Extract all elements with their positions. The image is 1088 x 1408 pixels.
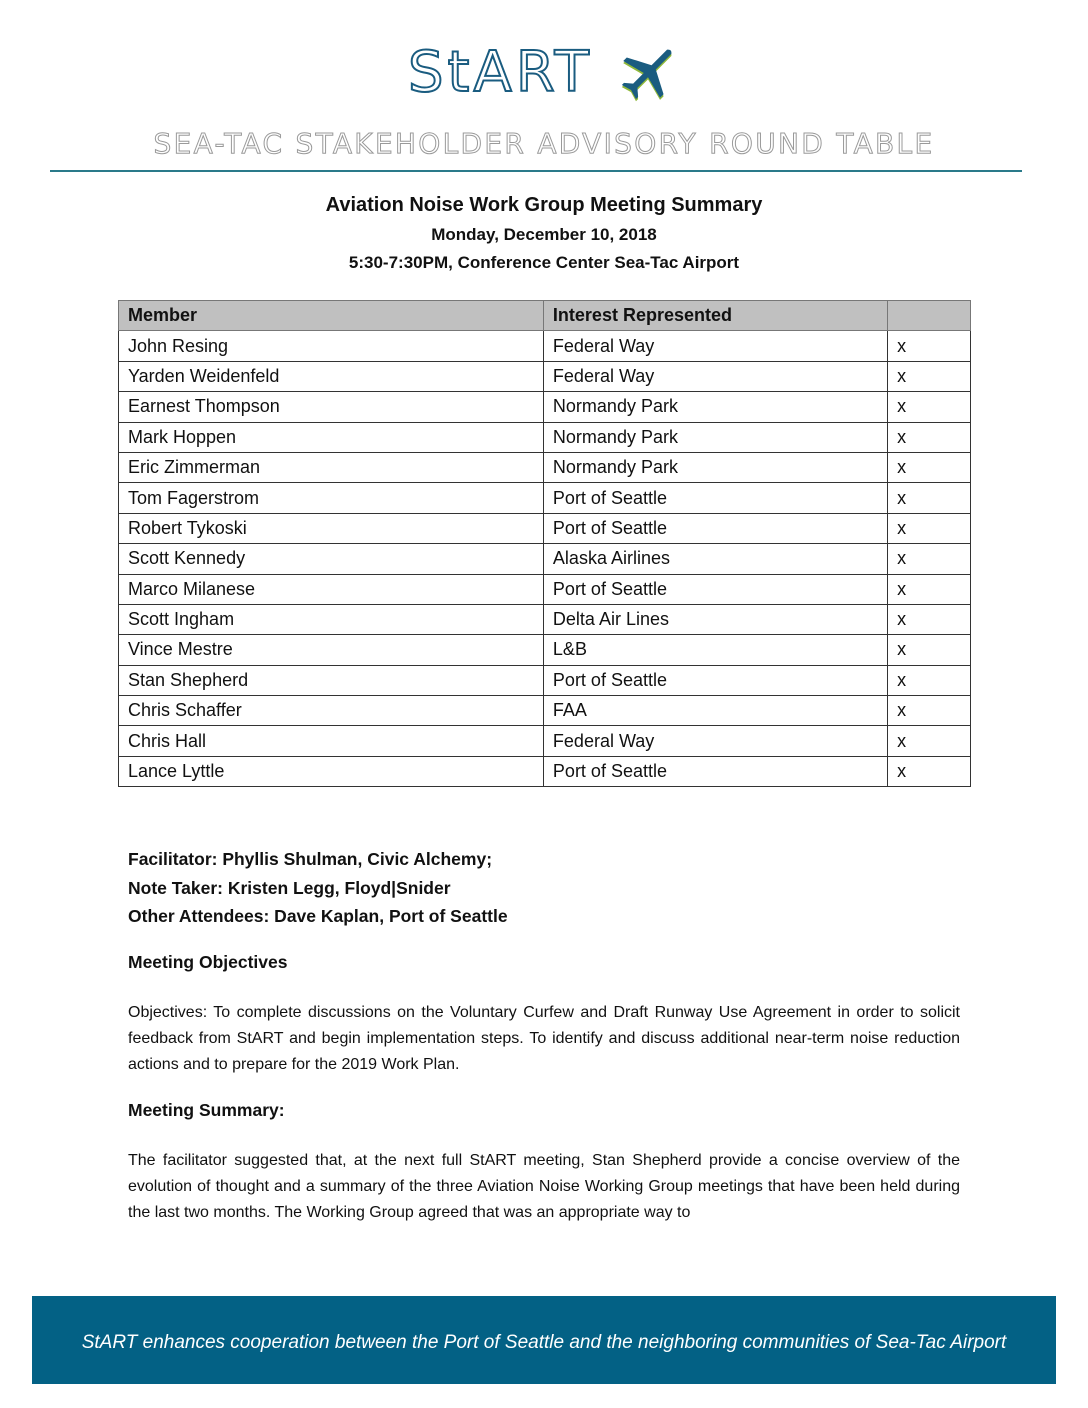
- other-attendees: Other Attendees: Dave Kaplan, Port of Seattle: [128, 906, 508, 926]
- table-row: [119, 331, 971, 361]
- start-logo: [0, 38, 1088, 110]
- interest-represented: Delta Air Lines: [543, 604, 887, 634]
- member-name: Mark Hoppen: [119, 422, 544, 452]
- table-row: [119, 361, 971, 391]
- table-row: [119, 513, 971, 543]
- attendance-mark: x: [888, 422, 971, 452]
- table-row: [119, 696, 971, 726]
- objectives-heading: Meeting Objectives: [128, 952, 288, 972]
- interest-represented: Port of Seattle: [543, 483, 887, 513]
- attendance-mark: x: [888, 452, 971, 482]
- table-header-row: [119, 301, 971, 331]
- member-name: Scott Ingham: [119, 604, 544, 634]
- member-name: Tom Fagerstrom: [119, 483, 544, 513]
- attendance-mark: x: [888, 696, 971, 726]
- interest-represented: Normandy Park: [543, 422, 887, 452]
- interest-represented: Port of Seattle: [543, 665, 887, 695]
- member-name: Eric Zimmerman: [119, 452, 544, 482]
- attendance-mark: x: [888, 604, 971, 634]
- table-row: [119, 665, 971, 695]
- airplane-icon: [612, 42, 680, 104]
- member-name: Stan Shepherd: [119, 665, 544, 695]
- table-row: [119, 574, 971, 604]
- interest-represented: Alaska Airlines: [543, 544, 887, 574]
- interest-represented: Normandy Park: [543, 392, 887, 422]
- note-taker: Note Taker: Kristen Legg, Floyd|Snider: [128, 877, 451, 898]
- attendance-mark: x: [888, 756, 971, 786]
- table-row: [119, 604, 971, 634]
- table-row: [119, 422, 971, 452]
- member-name: Scott Kennedy: [119, 544, 544, 574]
- column-header-interest: Interest Represented: [543, 301, 887, 331]
- attendance-mark: x: [888, 513, 971, 543]
- meeting-date: Monday, December 10, 2018: [431, 225, 657, 244]
- attendees-block: [128, 845, 508, 931]
- logo-text: StART: [408, 40, 593, 105]
- summary-heading: Meeting Summary:: [128, 1100, 285, 1120]
- header-divider: [50, 170, 1022, 172]
- attendance-mark: x: [888, 331, 971, 361]
- interest-represented: Federal Way: [543, 331, 887, 361]
- meeting-time-location: 5:30-7:30PM, Conference Center Sea-Tac Airport: [348, 253, 740, 272]
- members-table-body: [119, 331, 971, 787]
- member-name: Earnest Thompson: [119, 392, 544, 422]
- member-name: Yarden Weidenfeld: [119, 361, 544, 391]
- member-name: Robert Tykoski: [119, 513, 544, 543]
- attendance-mark: x: [888, 665, 971, 695]
- member-name: John Resing: [119, 331, 544, 361]
- attendance-mark: x: [888, 483, 971, 513]
- interest-represented: Federal Way: [543, 726, 887, 756]
- attendance-mark: x: [888, 635, 971, 665]
- member-name: Marco Milanese: [119, 574, 544, 604]
- table-row: [119, 452, 971, 482]
- interest-represented: FAA: [543, 696, 887, 726]
- footer-tagline: StART enhances cooperation between the Port of Seattle and the neighboring communities of Sea-Tac Airport: [81, 1332, 1007, 1353]
- member-name: Chris Hall: [119, 726, 544, 756]
- table-row: [119, 544, 971, 574]
- summary-text: The facilitator suggested that, at the next full StART meeting, Stan Shepherd provide a concise overview of the evolution of thought and a summary of the three Aviation Noise Working Group meetings that have been held during the last two months. The Working Group agreed that was an appropriate way to: [128, 1152, 960, 1221]
- member-name: Vince Mestre: [119, 635, 544, 665]
- table-row: [119, 392, 971, 422]
- footer-banner: [32, 1296, 1056, 1384]
- table-row: [119, 483, 971, 513]
- objectives-text: Objectives: To complete discussions on the Voluntary Curfew and Draft Runway Use Agreement in order to solicit feedback from StART and begin implementation steps. To identify and discuss additional near-term noise reduction actions and to prepare for the 2019 Work Plan.: [128, 1004, 960, 1073]
- column-header-attendance: [888, 301, 971, 331]
- interest-represented: L&B: [543, 635, 887, 665]
- attendance-mark: x: [888, 544, 971, 574]
- document-title: Aviation Noise Work Group Meeting Summary: [325, 194, 763, 216]
- interest-represented: Port of Seattle: [543, 756, 887, 786]
- attendance-mark: x: [888, 574, 971, 604]
- interest-represented: Port of Seattle: [543, 513, 887, 543]
- members-table: [118, 300, 971, 787]
- attendance-mark: x: [888, 361, 971, 391]
- table-row: [119, 635, 971, 665]
- attendance-mark: x: [888, 726, 971, 756]
- interest-represented: Federal Way: [543, 361, 887, 391]
- interest-represented: Normandy Park: [543, 452, 887, 482]
- attendance-mark: x: [888, 392, 971, 422]
- facilitator: Facilitator: Phyllis Shulman, Civic Alchemy;: [128, 849, 493, 869]
- member-name: Lance Lyttle: [119, 756, 544, 786]
- table-row: [119, 756, 971, 786]
- member-name: Chris Schaffer: [119, 696, 544, 726]
- column-header-member: Member: [119, 301, 544, 331]
- interest-represented: Port of Seattle: [543, 574, 887, 604]
- organization-name: SEA-TAC STAKEHOLDER ADVISORY ROUND TABLE: [153, 127, 935, 160]
- table-row: [119, 726, 971, 756]
